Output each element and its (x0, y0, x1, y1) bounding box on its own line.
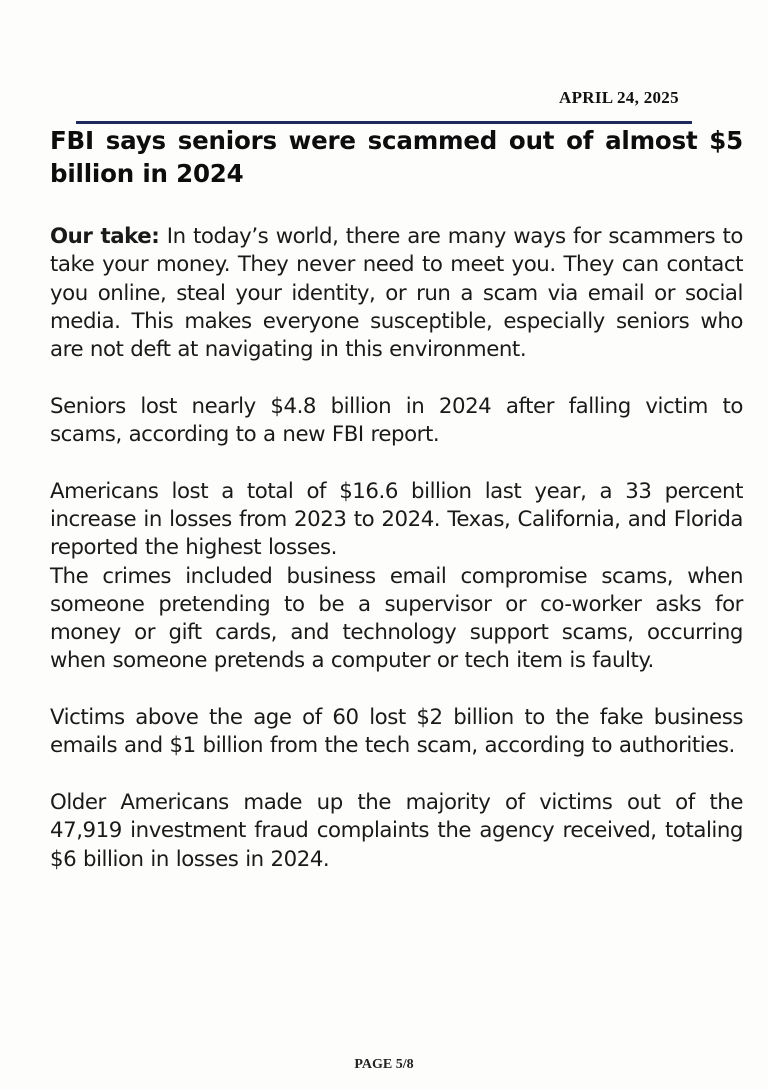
page-number: PAGE 5/8 (354, 1057, 414, 1072)
paragraph-crimes: The crimes included business email compromise scams, when someone pretending to be a supervisor or co-worker asks for money or gift cards, and technology support scams, occurring when someone pretends a computer or tech item is faulty. (50, 563, 743, 674)
paragraph-americans-lost: Americans lost a total of $16.6 billion last year, a 33 percent increase in losses from 2023 to 2024. Texas, California, and Florida reported the highest losses. (50, 478, 743, 561)
article-body (50, 223, 743, 874)
paragraph-victims-over-60: Victims above the age of 60 lost $2 billion to the fake business emails and $1 billion from the tech scam, according to authorities. (50, 705, 743, 759)
paragraph-seniors-lost: Seniors lost nearly $4.8 billion in 2024 after falling victim to scams, according to a new FBI report. (50, 393, 743, 448)
paragraph-investment-fraud: Older Americans made up the majority of victims out of the 47,919 investment fraud complaints the agency received, totaling $6 billion in losses in 2024. (50, 789, 743, 872)
lead-label: Our take: (50, 224, 160, 249)
article-headline: FBI says seniors were scammed out of almost $5 billion in 2024 (50, 126, 743, 188)
lead-paragraph (50, 223, 743, 364)
article-date: APRIL 24, 2025 (559, 88, 679, 107)
lead-text: In today’s world, there are many ways for scammers to take your money. They never need to meet you. They can contact you online, steal your identity, or run a scam via email or social media. This makes everyone susceptible, especially seniors who are not deft at navigating in this environment. (50, 224, 743, 363)
